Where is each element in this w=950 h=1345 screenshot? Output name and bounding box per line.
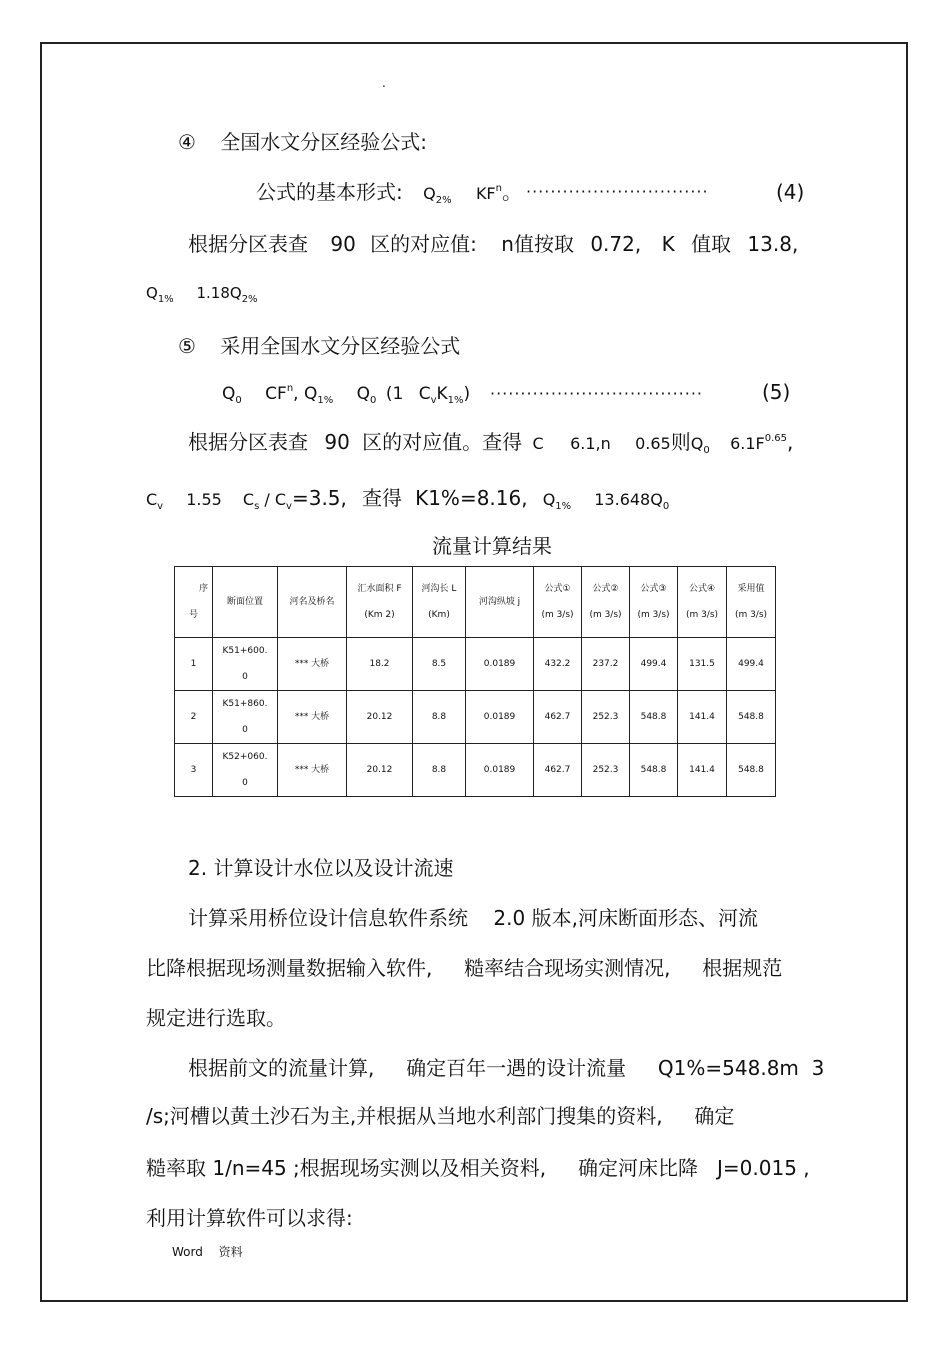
para2: 根据分区表查 90 区的对应值。查得 C 6.1,n 0.65则$Q_0$ $6.1F^{0.65}$,	[188, 430, 794, 456]
item4-number: ④	[178, 130, 196, 154]
body-line: /s;河槽以黄土沙石为主,并根据从当地水利部门搜集的资料, 确定	[146, 1104, 735, 1128]
header-cell: 河沟纵坡 j	[466, 567, 534, 638]
body-line: 糙率取 1/n=45 ;根据现场实测以及相关资料, 确定河床比降 J=0.015 ,	[146, 1156, 810, 1180]
item5-heading	[178, 334, 460, 358]
body-line: 规定进行选取。	[146, 1006, 286, 1030]
header-cell: 公式③ (m 3/s)	[630, 567, 678, 638]
formula4-label: 公式的基本形式:	[256, 180, 403, 204]
table-title: 流量计算结果	[432, 534, 552, 558]
formula4-line: 公式的基本形式: $Q_{2\%}$ $KF^n$。	[256, 180, 522, 206]
para3: $C_v$ 1.55 $C_s / C_v=3.5$, 查得 K1%=8.16, $Q_{1\%}$ $13.648Q_0$	[146, 486, 670, 512]
item5-title: 采用全国水文分区经验公式	[220, 334, 461, 358]
section-2-heading: 2. 计算设计水位以及设计流速	[188, 856, 454, 880]
header-cell: 采用值 (m 3/s)	[727, 567, 776, 638]
footer: Word 资料	[172, 1245, 243, 1259]
formula5-line: $Q_0$ $CF^n$, $Q_{1\%}$ $Q_0$ (1 $C_vK_{1\%}$)	[222, 383, 471, 406]
body-line: 计算采用桥位设计信息软件系统 2.0 版本,河床断面形态、河流	[188, 906, 758, 930]
top-dot: .	[382, 76, 386, 90]
header-cell: 河名及桥名	[278, 567, 347, 638]
header-cell: 公式① (m 3/s)	[534, 567, 582, 638]
header-cell: 公式② (m 3/s)	[582, 567, 630, 638]
table-row: 1 K51+600. 0 *** 大桥 18.2 8.5 0.0189 432.2 237.2 499.4 131.5 499.4	[175, 638, 776, 691]
body-line: 根据前文的流量计算, 确定百年一遇的设计流量 Q1%=548.8m 3	[188, 1056, 825, 1080]
header-cell: 河沟长 L (Km)	[413, 567, 466, 638]
formula5-number: (5)	[762, 380, 791, 404]
formula5-dots: ···································	[490, 384, 704, 403]
header-cell: 序 号	[175, 567, 213, 638]
item4-heading	[178, 130, 427, 154]
table-header-row	[175, 567, 776, 638]
body-line: 利用计算软件可以求得:	[146, 1206, 353, 1230]
q1-relation: $Q_{1\%}$ $1.18Q_{2\%}$	[146, 284, 258, 305]
header-cell: 公式④ (m 3/s)	[678, 567, 727, 638]
flow-result-table	[174, 566, 776, 797]
formula4-number: (4)	[776, 180, 805, 204]
item4-title: 全国水文分区经验公式:	[220, 130, 428, 154]
para1: 根据分区表查 90 区的对应值: n值按取 0.72, K 值取 13.8,	[188, 232, 799, 256]
header-cell: 断面位置	[213, 567, 278, 638]
header-cell: 汇水面积 F (Km 2)	[347, 567, 413, 638]
table-row: 3 K52+060. 0 *** 大桥 20.12 8.8 0.0189 462.7 252.3 548.8 141.4 548.8	[175, 744, 776, 797]
table-row: 2 K51+860. 0 *** 大桥 20.12 8.8 0.0189 462.7 252.3 548.8 141.4 548.8	[175, 691, 776, 744]
body-line: 比降根据现场测量数据输入软件, 糙率结合现场实测情况, 根据规范	[146, 956, 783, 980]
formula4-dots: ······························	[526, 182, 709, 201]
item5-number: ⑤	[178, 334, 196, 358]
